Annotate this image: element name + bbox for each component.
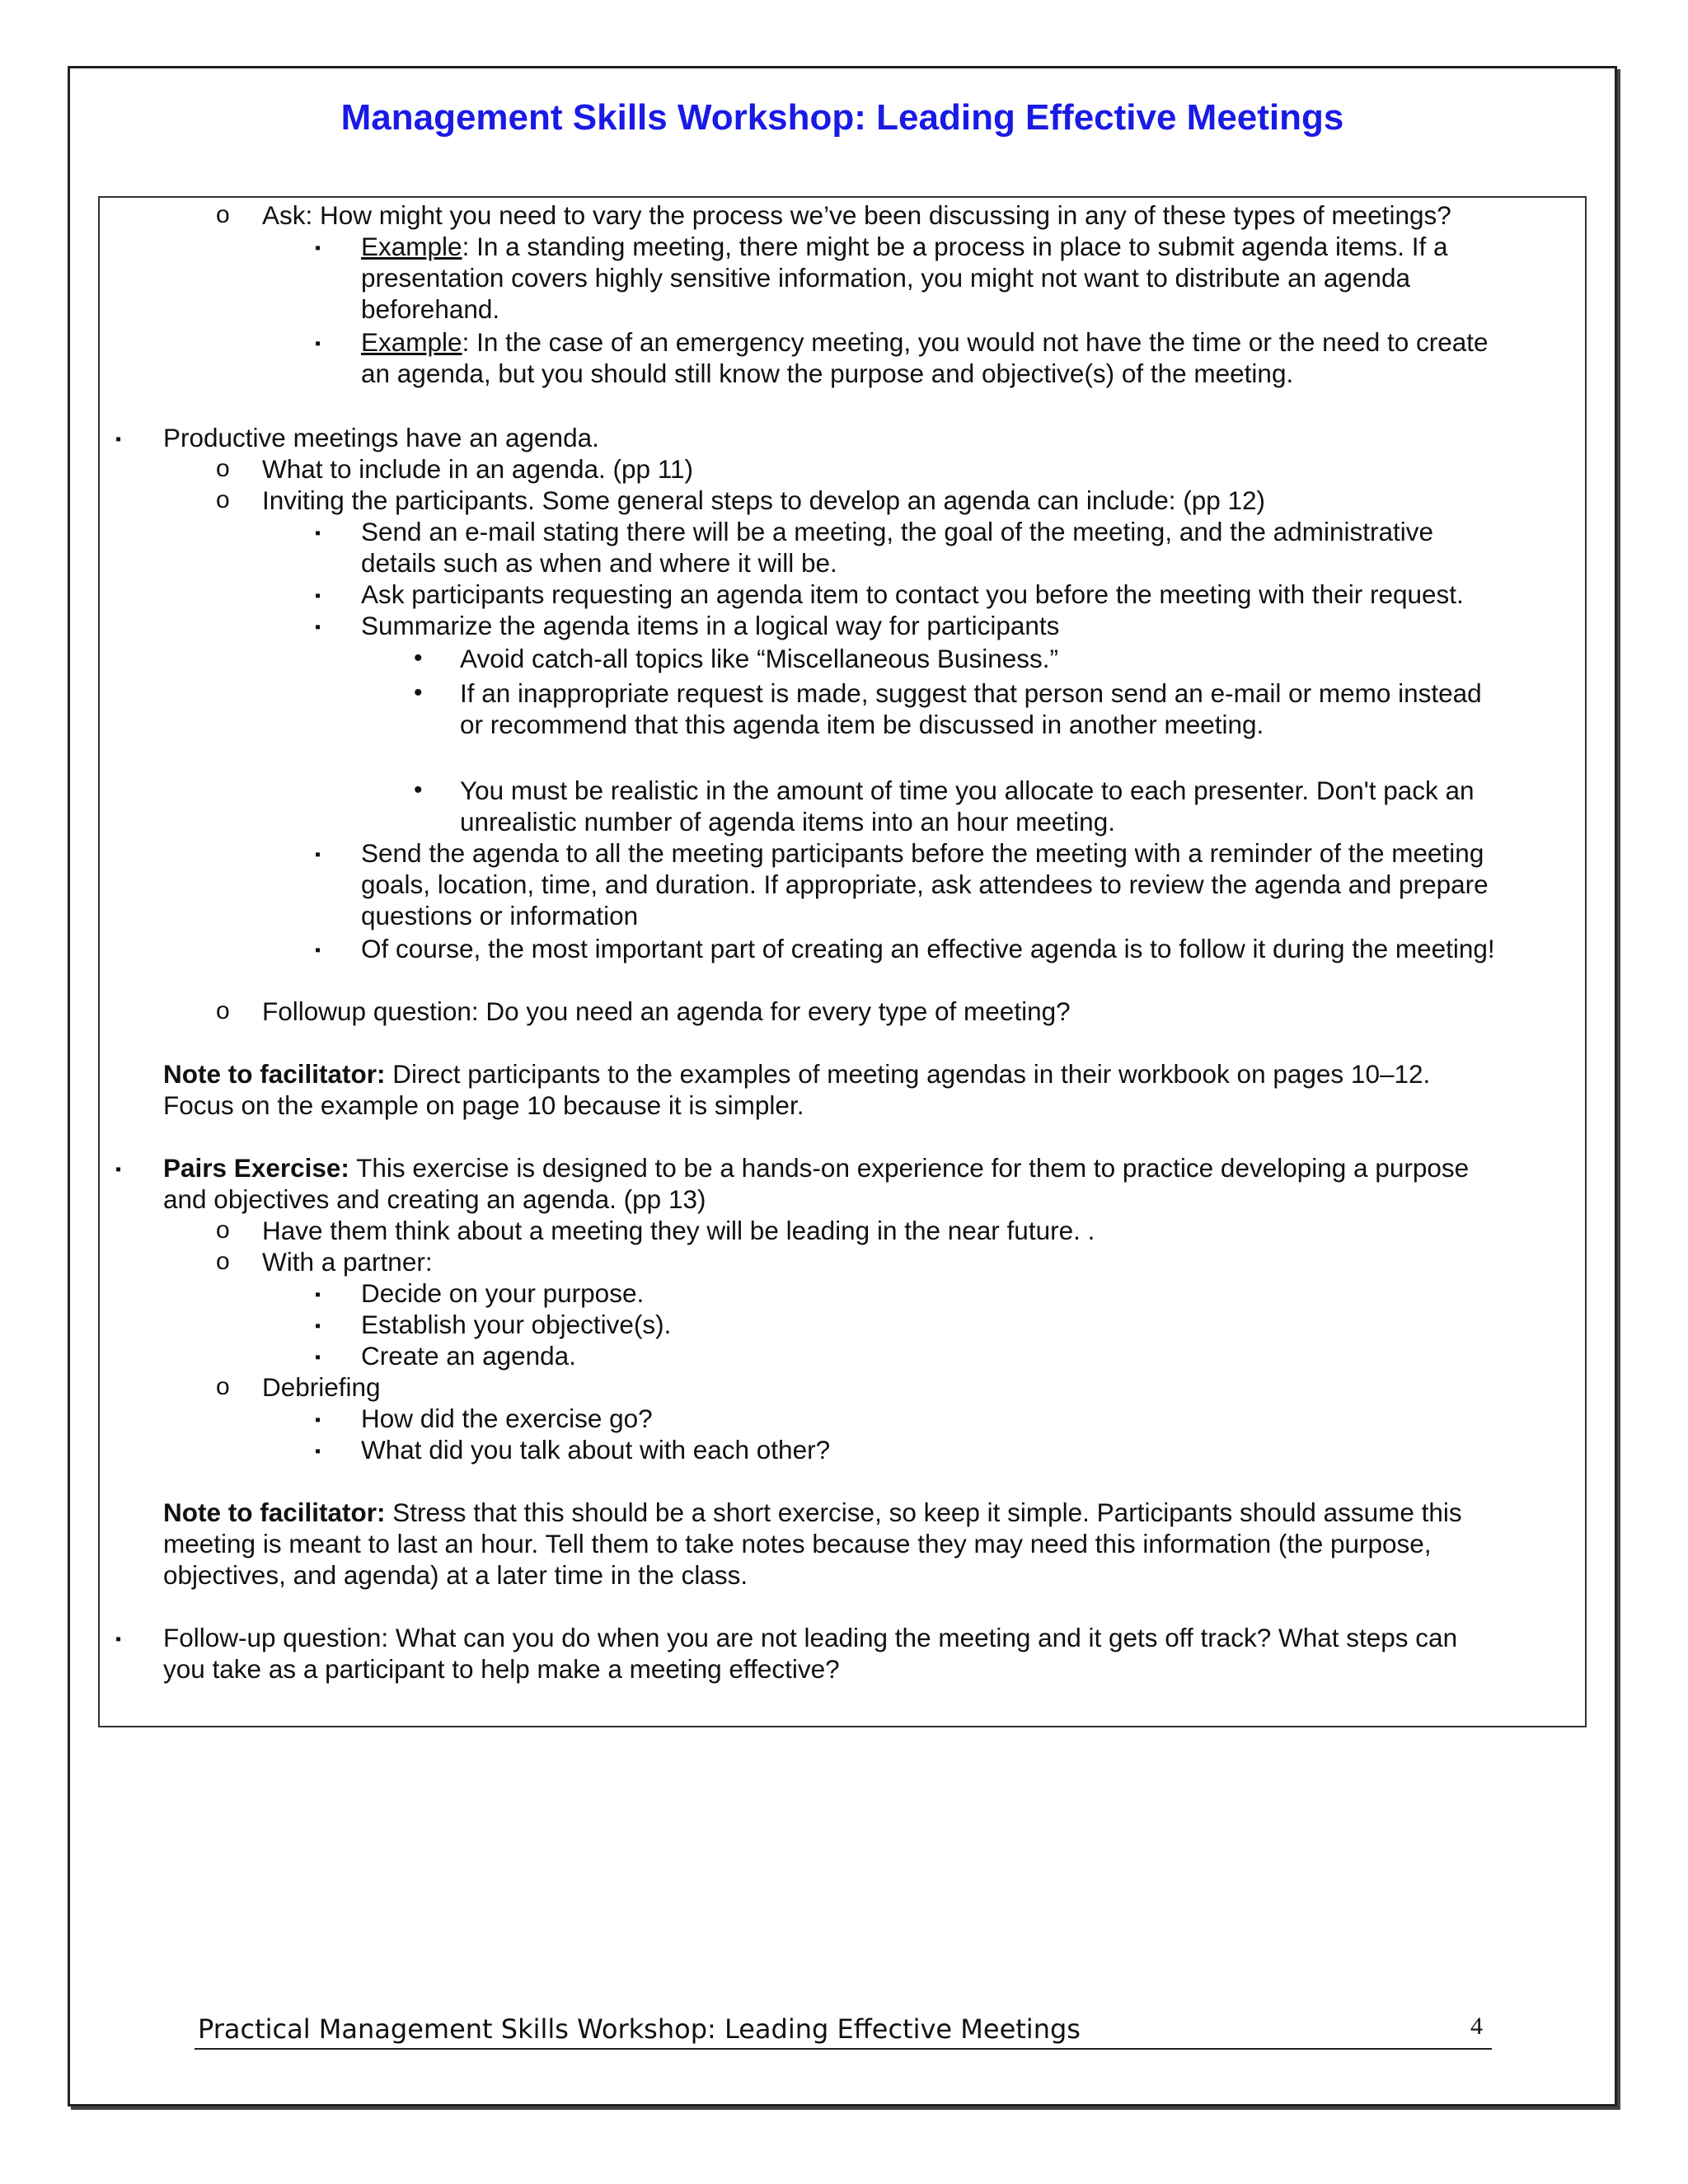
example-label: Example [361,232,462,261]
agenda-main-point: Productive meetings have an agenda. [163,423,599,452]
send-agenda-cont: goals, location, time, and duration. If appropriate, ask attendees to review the agenda and prepare [361,869,1489,899]
note-to-facilitator-2-end: objectives, and agenda) at a later time in the class. [163,1560,748,1590]
circle-bullet-icon: o [216,455,230,482]
followup-off-track-question-cont: you take as a participant to help make a meeting effective? [163,1654,840,1684]
dot-bullet-icon: • [414,644,423,672]
square-bullet-icon: ▪ [315,1442,321,1460]
square-bullet-icon: ▪ [315,1411,321,1429]
square-bullet-icon: ▪ [315,335,321,353]
decide-purpose: Decide on your purpose. [361,1278,645,1308]
example-emergency-meeting-cont: an agenda, but you should still know the purpose and objective(s) of the meeting. [361,359,1294,388]
pairs-exercise: Pairs Exercise: This exercise is designed to be a hands-on experience for them to practice developing a purpose [163,1153,1470,1183]
send-email: Send an e-mail stating there will be a meeting, the goal of the meeting, and the administrative [361,517,1434,546]
example-label: Example [361,327,462,357]
circle-bullet-icon: o [216,486,230,513]
with-a-partner: With a partner: [262,1247,433,1277]
example-emergency-meeting: Example: In the case of an emergency meeting, you would not have the time or the need to create [361,327,1489,357]
square-bullet-icon: ▪ [115,1630,122,1648]
example-standing-meeting: Example: In a standing meeting, there might be a process in place to submit agenda items. If a [361,232,1448,261]
how-did-exercise-go: How did the exercise go? [361,1404,653,1433]
note-to-facilitator-2-cont: meeting is meant to last an hour. Tell them to take notes because they may need this information (the purpose, [163,1529,1432,1558]
square-bullet-icon: ▪ [115,1160,122,1179]
note-to-facilitator-1-cont: Focus on the example on page 10 because it is simpler. [163,1090,804,1120]
circle-bullet-icon: o [216,1248,230,1275]
agenda-inviting: Inviting the participants. Some general steps to develop an agenda can include: (pp 12) [262,485,1266,515]
circle-bullet-icon: o [216,997,230,1024]
page-number: 4 [1470,2013,1483,2040]
square-bullet-icon: ▪ [315,1317,321,1335]
pairs-exercise-cont: and objectives and creating an agenda. (pp 13) [163,1184,706,1214]
circle-bullet-icon: o [216,201,230,228]
summarize: Summarize the agenda items in a logical way for participants [361,611,1060,640]
debriefing: Debriefing [262,1372,381,1402]
avoid-catch-all: Avoid catch-all topics like “Miscellaneous Business.” [460,644,1058,673]
send-agenda-end: questions or information [361,901,639,930]
of-course: Of course, the most important part of creating an effective agenda is to follow it during the meeting! [361,934,1495,963]
ask-participants: Ask participants requesting an agenda item to contact you before the meeting with their request. [361,579,1464,609]
followup-agenda-question: Followup question: Do you need an agenda for every type of meeting? [262,996,1071,1026]
followup-off-track-question: Follow-up question: What can you do when you are not leading the meeting and it gets off track? What steps can [163,1623,1458,1652]
what-did-you-talk-about: What did you talk about with each other? [361,1435,831,1465]
create-agenda: Create an agenda. [361,1341,576,1371]
inappropriate-request-cont: or recommend that this agenda item be discussed in another meeting. [460,710,1264,739]
agenda-include: What to include in an agenda. (pp 11) [262,454,694,484]
be-realistic-cont: unrealistic number of agenda items into an hour meeting. [460,807,1115,837]
send-agenda: Send the agenda to all the meeting participants before the meeting with a reminder of the meeting [361,838,1484,868]
circle-bullet-icon: o [216,1216,230,1244]
think-about-meeting: Have them think about a meeting they will be leading in the near future. . [262,1216,1095,1245]
square-bullet-icon: ▪ [315,1286,321,1304]
square-bullet-icon: ▪ [315,846,321,864]
document-title: Management Skills Workshop: Leading Effective Meetings [340,97,1344,138]
send-email-cont: details such as when and where it will be. [361,548,837,578]
square-bullet-icon: ▪ [315,1348,321,1366]
square-bullet-icon: ▪ [315,524,321,542]
square-bullet-icon: ▪ [315,941,321,959]
example-standing-meeting-cont: presentation covers highly sensitive information, you might not want to distribute an agenda [361,263,1410,293]
footer-title: Practical Management Skills Workshop: Leading Effective Meetings [198,2013,1081,2045]
square-bullet-icon: ▪ [315,587,321,605]
establish-objectives: Establish your objective(s). [361,1310,672,1339]
dot-bullet-icon: • [414,776,423,804]
circle-bullet-icon: o [216,1373,230,1400]
ask-question: Ask: How might you need to vary the process we’ve been discussing in any of these types of meetings? [262,200,1451,230]
note-to-facilitator-1: Note to facilitator: Direct participants to the examples of meeting agendas in their workbook on pages 10–12. [163,1059,1431,1089]
dot-bullet-icon: • [414,679,423,706]
inappropriate-request: If an inappropriate request is made, suggest that person send an e-mail or memo instead [460,678,1482,708]
footer-rule [195,2048,1492,2050]
square-bullet-icon: ▪ [315,239,321,257]
square-bullet-icon: ▪ [115,430,122,448]
square-bullet-icon: ▪ [315,618,321,636]
example-standing-meeting-end: beforehand. [361,294,500,324]
note-to-facilitator-2: Note to facilitator: Stress that this should be a short exercise, so keep it simple. Participants should assume this [163,1497,1462,1527]
be-realistic: You must be realistic in the amount of time you allocate to each presenter. Don't pack an [460,776,1475,805]
